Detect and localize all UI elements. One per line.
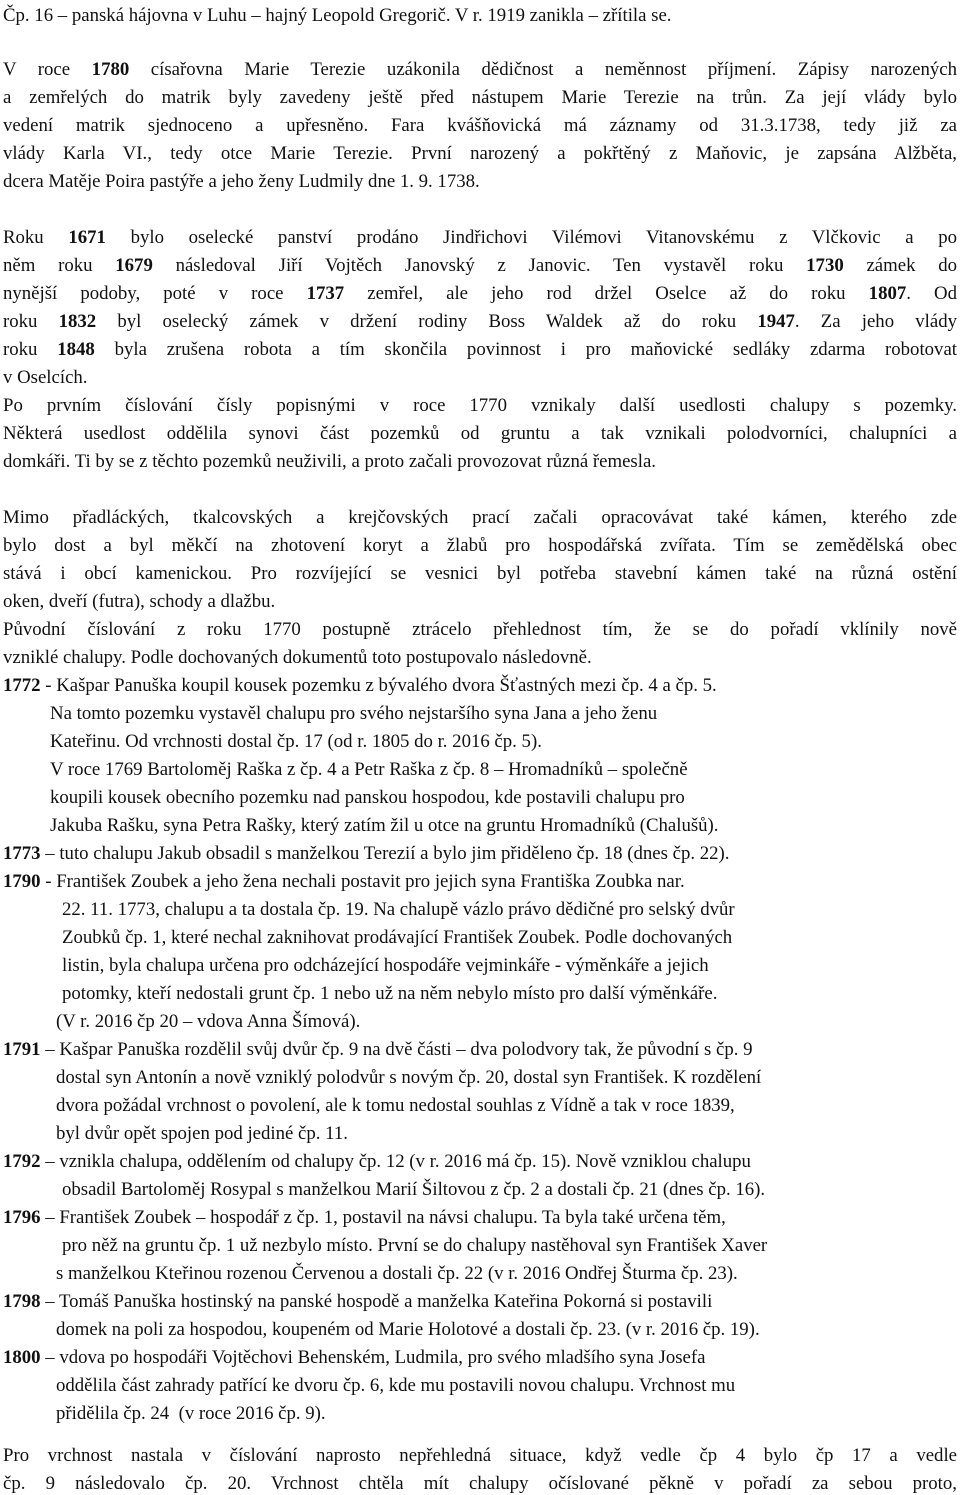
year-highlight: 1780	[91, 59, 130, 80]
text-line	[3, 591, 275, 613]
text-line	[3, 171, 480, 193]
text-segment: – Kašpar Panuška rozdělil svůj dvůr čp. 9 na dvě části – dva polodvory tak, že původní s čp. 9	[40, 1039, 753, 1060]
text-segment: obsadil Bartoloměj Rosypal s manželkou Marií Šiltovou z čp. 2 a dostali čp. 21 (dnes čp. 16).	[62, 1179, 766, 1200]
year-highlight: 1832	[58, 311, 97, 332]
text-line	[56, 1123, 348, 1145]
text-line	[56, 1095, 735, 1117]
text-segment: roku	[3, 311, 59, 332]
text-line	[3, 451, 656, 473]
text-segment: dvora požádal vrchnost o povolení, ale k tomu nedostal souhlas z Vídně a tak v roce 1839,	[56, 1095, 735, 1116]
text-segment: vzniklé chalupy. Podle dochovaných dokumentů toto postupovalo následovně.	[3, 647, 592, 668]
text-segment: domkáři. Ti by se z těchto pozemků neuživili, a proto začali provozovat různá řemesla.	[3, 451, 656, 472]
text-segment: - František Zoubek a jeho žena nechali postavit pro jejich syna Františka Zoubka nar.	[40, 871, 685, 892]
text-segment: koupili kousek obecního pozemku nad panskou hospodou, kde postavili chalupu pro	[50, 787, 685, 808]
text-line	[50, 787, 685, 809]
text-line	[56, 1263, 738, 1285]
text-line	[3, 423, 957, 445]
text-line	[3, 675, 717, 697]
text-segment: Čp. 16 – panská hájovna v Luhu – hajný Leopold Gregorič. V r. 1919 zanikla – zřítila se.	[3, 5, 672, 26]
text-line	[3, 87, 957, 109]
text-line	[3, 1207, 726, 1229]
text-segment: nynější podoby, poté v roce	[3, 283, 307, 304]
text-segment: Pro vrchnost nastala v číslování naprosto nepřehledná situace, když vedle čp 4 bylo čp 17 a vedle	[3, 1445, 957, 1466]
text-segment: . Za jeho vlády	[794, 311, 957, 332]
text-line	[3, 255, 957, 277]
text-line	[62, 927, 732, 949]
text-line	[3, 1445, 957, 1467]
text-line	[56, 1067, 761, 1089]
text-segment: oddělila část zahrady patřící ke dvoru čp. 6, kde mu postavili novou chalupu. Vrchnost mu	[56, 1375, 736, 1396]
text-segment: vlády Karla VI., tedy otce Marie Terezie. První narozený a pokřtěný z Maňovic, je zapsána Alžběta,	[3, 143, 957, 164]
text-line	[3, 283, 957, 305]
text-segment: stává i obcí kamenickou. Pro rozvíjející se vesnici byl potřeba stavební kámen také na různá ostění	[3, 563, 957, 584]
year-highlight: 1947	[757, 311, 795, 332]
year-highlight: 1790	[3, 871, 41, 892]
year-highlight: 1737	[306, 283, 345, 304]
text-line	[3, 647, 592, 669]
text-line	[3, 395, 957, 417]
text-segment: přidělila čp. 24 (v roce 2016 čp. 9).	[56, 1403, 326, 1424]
text-segment: – vznikla chalupa, oddělením od chalupy čp. 12 (v r. 2016 má čp. 15). Nově vzniklou chalupu	[40, 1151, 751, 1172]
text-segment: Roku	[3, 227, 69, 248]
text-segment: – tuto chalupu Jakub obsadil s manželkou Terezií a bylo jim přiděleno čp. 18 (dnes čp. 22).	[40, 843, 730, 864]
text-segment: dostal syn Antonín a nově vzniklý polodvůr s novým čp. 20, dostal syn František. K rozdělení	[56, 1067, 762, 1088]
text-segment: byla zrušena robota a tím skončila povinnost i pro maňovické sedláky zdarma robotovat	[94, 339, 957, 360]
year-highlight: 1796	[3, 1207, 41, 1228]
text-segment: následoval Jiří Vojtěch Janovský z Janovic. Ten vystavěl roku	[152, 255, 807, 276]
text-segment: . Od	[906, 283, 957, 304]
text-line	[3, 1039, 753, 1061]
year-highlight: 1772	[3, 675, 41, 696]
year-highlight: 1679	[115, 255, 153, 276]
text-line	[3, 367, 88, 389]
text-segment: něm roku	[3, 255, 116, 276]
text-segment: V roce 1769 Bartoloměj Raška z čp. 4 a Petr Raška z čp. 8 – Hromadníků – společně	[50, 759, 688, 780]
year-highlight: 1730	[806, 255, 844, 276]
text-line	[3, 507, 957, 529]
text-segment: potomky, kteří nedostali grunt čp. 1 nebo už na něm nebylo místo pro další výměnkáře.	[62, 983, 718, 1004]
text-segment: oken, dveří (futra), schody a dlažbu.	[3, 591, 276, 612]
text-line	[62, 983, 717, 1005]
year-highlight: 1798	[3, 1291, 41, 1312]
text-segment: – vdova po hospodáři Vojtěchovi Behenském, Ludmila, pro svého mladšího syna Josefa	[40, 1347, 706, 1368]
text-segment: Zoubků čp. 1, které nechal zaknihovat prodávající František Zoubek. Podle dochovaných	[62, 927, 733, 948]
text-line	[62, 1235, 767, 1257]
text-line	[3, 5, 672, 27]
text-line	[3, 311, 957, 333]
text-line	[56, 1319, 760, 1341]
text-segment: v Oselcích.	[3, 367, 88, 388]
text-line	[3, 143, 957, 165]
text-line	[3, 1291, 712, 1313]
text-segment: Po prvním číslování čísly popisnými v roce 1770 vznikaly další usedlosti chalupy s pozemky.	[3, 395, 957, 416]
text-segment: dcera Matěje Poira pastýře a jeho ženy Ludmily dne 1. 9. 1738.	[3, 171, 480, 192]
text-segment: Jakuba Rašku, syna Petra Rašky, který zatím žil u otce na gruntu Hromadníků (Chalušů).	[50, 815, 719, 836]
text-segment: císařovna Marie Terezie uzákonila dědičnost a neměnnost příjmení. Zápisy narozených	[129, 59, 957, 80]
year-highlight: 1671	[68, 227, 106, 248]
text-segment: zámek do	[843, 255, 957, 276]
text-segment: Kateřinu. Od vrchnosti dostal čp. 17 (od r. 1805 do r. 2016 čp. 5).	[50, 731, 542, 752]
text-segment: s manželkou Kteřinou rozenou Červenou a dostali čp. 22 (v r. 2016 Ondřej Šturma čp. 23).	[56, 1263, 738, 1284]
text-line	[3, 619, 957, 641]
text-segment: V roce	[3, 59, 92, 80]
text-line	[3, 1473, 957, 1495]
text-line	[3, 115, 957, 137]
year-highlight: 1791	[3, 1039, 41, 1060]
text-line	[56, 1375, 735, 1397]
text-segment: byl dvůr opět spojen pod jediné čp. 11.	[56, 1123, 348, 1144]
text-line	[3, 843, 729, 865]
text-line	[3, 227, 957, 249]
text-segment: bylo dost a byl měkčí na zhotovení koryt a žlabů pro hospodářská zvířata. Tím se zemědělská obec	[3, 535, 957, 556]
text-line	[3, 1347, 705, 1369]
text-line	[3, 563, 957, 585]
year-highlight: 1800	[3, 1347, 41, 1368]
text-segment: a zemřelých do matrik byly zavedeny ještě před nástupem Marie Terezie na trůn. Za její vlády bylo	[3, 87, 957, 108]
year-highlight: 1773	[3, 843, 41, 864]
text-line	[62, 955, 709, 977]
text-segment: bylo oselecké panství prodáno Jindřichovi Vilémovi Vitanovskému z Vlčkovic a po	[105, 227, 957, 248]
text-segment: vedení matrik sjednoceno a upřesněno. Fara kvášňovická má záznamy od 31.3.1738, tedy již za	[3, 115, 957, 136]
text-line	[50, 815, 719, 837]
text-segment: Mimo přadláckých, tkalcovských a krejčovských prací začali opracovávat také kámen, kterého zde	[3, 507, 957, 528]
text-segment: zemřel, ale jeho rod držel Oselce až do roku	[344, 283, 869, 304]
text-segment: - Kašpar Panuška koupil kousek pozemku z bývalého dvora Šťastných mezi čp. 4 a čp. 5.	[40, 675, 717, 696]
text-segment: – František Zoubek – hospodář z čp. 1, postavil na návsi chalupu. Ta byla také určena těm,	[40, 1207, 726, 1228]
text-line	[3, 535, 957, 557]
text-segment: byl oselecký zámek v držení rodiny Boss Waldek až do roku	[96, 311, 758, 332]
text-line	[62, 899, 735, 921]
text-segment: listin, byla chalupa určena pro odcházející hospodáře vejminkáře - výměnkáře a jejich	[62, 955, 709, 976]
text-line	[56, 1403, 326, 1425]
text-segment: roku	[3, 339, 58, 360]
text-segment: 22. 11. 1773, chalupu a ta dostala čp. 19. Na chalupě vázlo právo dědičné pro selský dvůr	[62, 899, 735, 920]
text-line	[3, 339, 957, 361]
text-segment: Některá usedlost oddělila synovi část pozemků od gruntu a tak vznikali polodvorníci, chalupníci a	[3, 423, 957, 444]
text-segment: pro něž na gruntu čp. 1 už nezbylo místo. První se do chalupy nastěhoval syn František Xaver	[62, 1235, 768, 1256]
year-highlight: 1792	[3, 1151, 41, 1172]
text-segment: (V r. 2016 čp 20 – vdova Anna Šímová).	[56, 1011, 361, 1032]
text-line	[50, 759, 688, 781]
text-line	[62, 1179, 765, 1201]
text-segment: Na tomto pozemku vystavěl chalupu pro svého nejstaršího syna Jana a jeho ženu	[50, 703, 658, 724]
year-highlight: 1807	[868, 283, 907, 304]
text-line	[3, 1151, 751, 1173]
year-highlight: 1848	[57, 339, 95, 360]
text-segment: – Tomáš Panuška hostinský na panské hospodě a manželka Kateřina Pokorná si postavili	[40, 1291, 713, 1312]
text-line	[50, 703, 657, 725]
text-line	[3, 59, 957, 81]
text-line	[50, 731, 542, 753]
text-segment: čp. 9 následovalo čp. 20. Vrchnost chtěla mít chalupy očíslované pěkně v pořadí za sebou proto,	[3, 1473, 957, 1494]
text-segment: domek na poli za hospodou, koupeném od Marie Holotové a dostali čp. 23. (v r. 2016 čp. 19).	[56, 1319, 760, 1340]
text-line	[3, 871, 685, 893]
text-line	[56, 1011, 360, 1033]
text-segment: Původní číslování z roku 1770 postupně ztrácelo přehlednost tím, že se do pořadí vklínily nově	[3, 619, 957, 640]
